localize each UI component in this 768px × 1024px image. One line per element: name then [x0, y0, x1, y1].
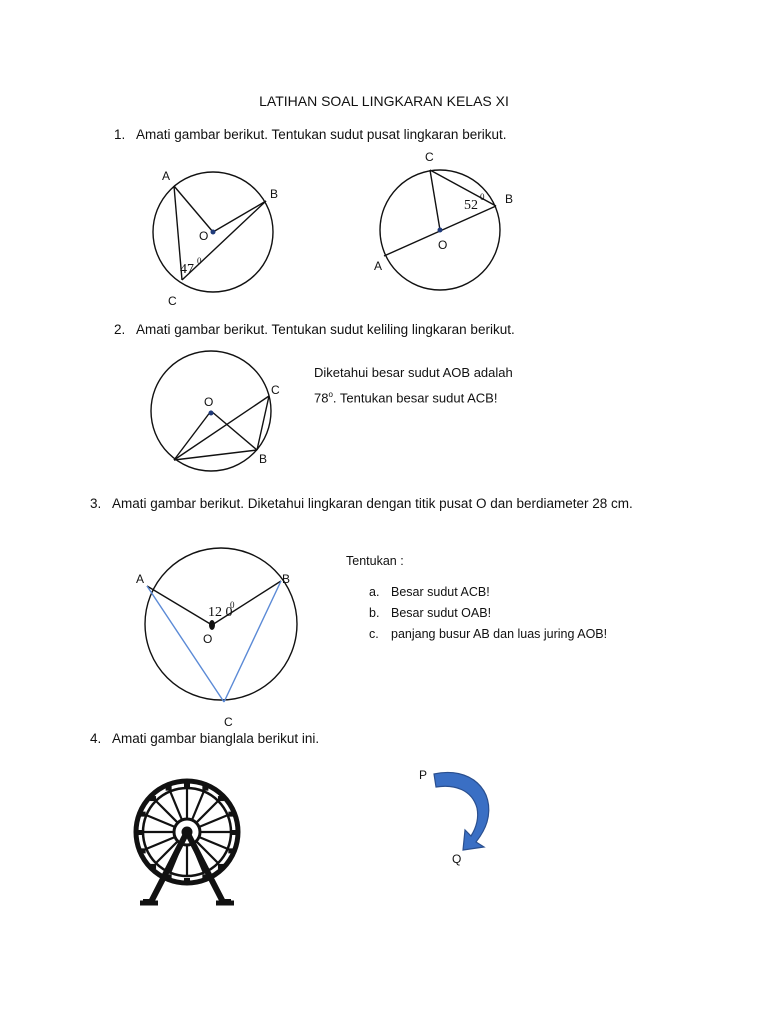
label-o: O	[204, 395, 214, 409]
description-rest: . Tentukan besar sudut ACB!	[332, 390, 498, 406]
chord-cb	[430, 170, 496, 206]
figure-3	[145, 548, 297, 702]
wheel-cabin	[140, 848, 146, 853]
degree-mark: 0	[197, 256, 202, 266]
radius-oa	[174, 411, 211, 460]
tasks-prompt: Tentukan :	[346, 554, 404, 568]
center-point	[209, 411, 214, 416]
radius-oa	[174, 186, 213, 232]
list-item: a. Besar sudut ACB!	[369, 585, 490, 599]
chord-cb	[182, 201, 266, 280]
wheel-cabin	[218, 796, 224, 801]
question-number: 2.	[114, 322, 126, 337]
label-b: B	[259, 452, 268, 466]
page-title: LATIHAN SOAL LINGKARAN KELAS XI	[259, 93, 509, 109]
question-text: Amati gambar berikut. Diketahui lingkaran dengan titik pusat O dan berdiameter 28 cm.	[112, 496, 633, 511]
label-a: A	[136, 572, 145, 586]
wheel-cabin	[232, 830, 238, 835]
radius-oc	[430, 170, 440, 230]
label-o: O	[203, 632, 213, 646]
wheel-cabin	[150, 796, 156, 801]
label-c: C	[271, 383, 280, 397]
label-q: Q	[452, 852, 462, 866]
angle-label: 47	[180, 262, 194, 277]
radius-ob	[213, 201, 266, 232]
wheel-cabin	[202, 786, 208, 791]
list-item: c. panjang busur AB dan luas juring AOB!	[369, 627, 608, 641]
degree-mark: o	[328, 390, 333, 399]
question-text: Amati gambar bianglala berikut ini.	[112, 731, 320, 746]
wheel-cabin	[184, 878, 190, 883]
angle-label: 52	[464, 198, 478, 213]
wheel-cabin	[218, 864, 224, 869]
label-b: B	[270, 187, 279, 201]
center-point	[438, 228, 443, 233]
description-line-1: Diketahui besar sudut AOB adalah	[314, 365, 513, 380]
question-number: 4.	[90, 731, 102, 746]
question-text: Amati gambar berikut. Tentukan sudut pusat lingkaran berikut.	[136, 127, 507, 142]
wheel-cabin	[150, 864, 156, 869]
label-b: B	[282, 572, 291, 586]
label-o: O	[438, 238, 448, 252]
wheel-cabin	[140, 812, 146, 817]
list-item: b. Besar sudut OAB!	[369, 606, 492, 620]
wheel-cabin	[228, 812, 234, 817]
center-point	[211, 230, 216, 235]
label-c: C	[168, 294, 177, 308]
degree-mark: 0	[480, 192, 485, 202]
radius-oa	[147, 586, 212, 625]
label-c: C	[224, 715, 233, 729]
label-o: O	[199, 229, 209, 243]
angle-value: 78	[314, 390, 329, 406]
wheel-cabin	[228, 848, 234, 853]
question-number: 1.	[114, 127, 126, 142]
curved-arrow-icon	[434, 772, 489, 850]
wheel-cabin	[136, 830, 142, 835]
label-p: P	[419, 768, 428, 782]
label-b: B	[505, 192, 514, 206]
chord-ac	[147, 586, 224, 702]
wheel-cabin	[184, 782, 190, 787]
label-c: C	[425, 150, 434, 164]
wheel-cabin	[166, 786, 172, 791]
label-a: A	[162, 169, 171, 183]
angle-label: 12 0	[208, 605, 233, 620]
question-number: 3.	[90, 496, 102, 511]
label-a: A	[374, 259, 383, 273]
degree-mark: 0	[230, 600, 235, 610]
question-text: Amati gambar berikut. Tentukan sudut keliling lingkaran berikut.	[136, 322, 515, 337]
center-point	[209, 620, 215, 630]
arrow-shape	[434, 772, 489, 850]
ferris-wheel-icon	[136, 781, 238, 903]
circle	[145, 548, 297, 700]
